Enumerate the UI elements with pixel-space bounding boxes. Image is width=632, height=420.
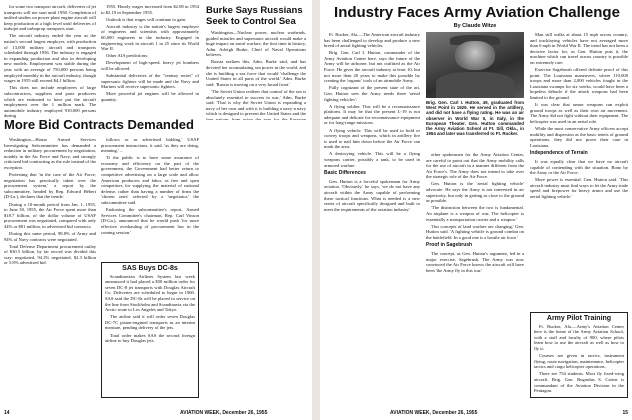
paragraph: There are 754 students. Most fly fixed-wing aircraft. Brig. Gen. Bogardus S. Cairns is commandant of the Aviation Division in the Pentagon. <box>534 371 624 394</box>
paragraph: The airline said it will order seven Douglas DC-7C piston-engined transports as an interim measure, pending delivery of the jets. <box>105 314 195 331</box>
paragraph: Aircraft industry is the nation's largest employer of engineers and scientists with approximately 60,000 engineers in the industry. Engaged in engineering work in aircraft 1 in 25 since its World War II. <box>101 23 199 52</box>
paragraph: 'Our concepts of land warfare are changing,' Gen. Hutton said. 'A fighting vehicle is ground combat on the battlefield. In a good one is a hostile air force.' <box>426 223 524 240</box>
left-col2-top <box>101 4 199 112</box>
left-publication-line: AVIATION WEEK, December 26, 1955 <box>180 410 268 416</box>
left-page-number: 14 <box>4 410 10 416</box>
paragraph: Ft. Rucker, Ala.—Army's Aviation Center here is the home of the Army Aviation School, with a staff and faculty of 900, where pilots learn how to use the aircraft as well as how to fly it. <box>534 323 624 351</box>
paragraph: Brig. Gen. Carl I. Hutton, commander of the Army Aviation Center here, says the future of the Army will be airborne, but not outfitted as the Air Force. He gives the aircraft industry at least 10, but not more than 20 years to make this possible by creating the 'organic' tools of an airmobile Army. <box>324 50 420 84</box>
photo-caption: Brig. Gen. Carl I. Hutton, 49, graduated from West Point in 1929. He served in the artillery, and did not have a flying rating. He was an air observer in World War II, in Italy, in the European Theater. Gen. Hutton commanded the Army Aviation School at Ft. Sill, Okla., in 1954 and later was transferred to Ft. Rucker. <box>426 100 524 137</box>
paragraph: Washington—Nuclear power, nuclear warheads, guided missiles and supersonic aircraft would make a huge impact on naval warfare, the first time in history, Adm. Arleigh Burke, Chief of Naval Operations believes. <box>206 30 306 58</box>
paragraph: 'If the public is to have some assurance of economy and efficiency on the part of the government, the Government had better return to competitive advertising on a large scale and allow American producers and labor, as free and open competitors for supplying the material of national defense, rather than having a number of firms the 'chosen ones' selected by a 'negotiator,' the subcommittee said. <box>101 155 199 206</box>
bullet-paragraph: A destroying vehicle. This will be a flying weapons carrier, possibly a tank, to be used in armored warfare. <box>324 151 420 168</box>
paragraph: Total order makes SAS the second foreign airline to buy Douglas jets. <box>105 332 195 344</box>
paragraph: 1955. Hourly wages increased from $2.08 in 1954 to $2.19 in September 1955. <box>101 4 199 15</box>
paragraph: Russia realizes this, Adm. Burke said, and has devoted her accumulating sea power in the world, and she is building a sea force that would 'challenge the United States in all parts of the world.' Adm. Burke said. 'Russia is moving on a very broad front.' <box>206 59 306 87</box>
paragraph: It was clear that armor weapons can exploit ground troops as well as their own air movement. The Army did not fight without their equipment. The helicopter was used in an aerial role. <box>530 102 628 124</box>
bullet-paragraph: Development of high-speed, heavy jet bombers will be allowed. <box>101 60 199 71</box>
paragraph: A flying soldier. This will be a reconnaissance platform. It may be that the present L-19 is not adequate and delicate for reconnaissance equipment or for long-range missions. <box>324 103 420 126</box>
paragraph: Gen. Hutton is the 'aerial fighting vehicle' advocate. He says the Army is not interested in air superiority, but only in getting as close to the ground as possible. <box>426 181 524 204</box>
paragraph: Other AIA predictions: <box>106 53 149 59</box>
right-col1 <box>324 32 420 398</box>
right-publication-line: AVIATION WEEK, December 26, 1955 <box>390 410 478 416</box>
left-col2-bottom <box>101 137 199 259</box>
main-headline: Industry Faces Army Aviation Challenge <box>334 4 620 21</box>
bullet-paragraph: Substantial deliveries of the "century series" of supersonic fighters will be made and the Navy and Marines will receive supersonic fighters. <box>101 73 199 90</box>
left-col3-top <box>206 30 306 116</box>
paragraph: other spokesmen for the Army Aviation Center, are careful to point out that the Army mobility calls for the use of aircraft in a manner different from the Air Force's. The Army does not intend to take over the strategic role of the Air Force. <box>426 152 524 180</box>
face-shape <box>455 41 494 70</box>
paragraph: 'The distinction between the two is fundamental. An airplane is a weapon of war. The helicopter is essentially a transportation carrier and a weapon.' <box>426 205 524 222</box>
paragraph: More power is essential. Gen. Hutton said. 'This aircraft industry must find ways to let the Army trade speed and firepower for heavy armor and use the aerial fighting vehicle.' <box>530 177 628 200</box>
sas-box <box>101 262 199 398</box>
paragraph: Protesting that 'in the case of the Air Force, negotiation has practically taken over the procurement system,' a report by the subcommittee, headed by Rep. Edward Hébert (D-La.), declares that the trends: <box>4 172 96 200</box>
paragraph: Man still walks at about 15 mph across country, and tracklaying vehicles have not averaged more than 6 mph in World War II. The trend has not been a decisive factor for, as Gen. Hutton puts it, the machine which can travel across country is possible on extremely rare. <box>530 32 628 65</box>
bullet-paragraph: Total Defense Department procurement outlay of $30.5 billion, by far record was divided this way: negotiated, 94.2% negotiated, $2.3 billion or 5.8% advertised bid. <box>4 243 96 266</box>
paragraph: Courses are given in tactics, instrument flying, route navigation, maintenance, helicopter tactics and cargo helicopter operations. <box>534 353 624 370</box>
paragraph: Ft. Rucker, Ala.—The American aircraft industry has been challenged to develop and produce a new breed of aerial fighting vehicles. <box>324 32 420 49</box>
bullet-paragraph: A flying vehicle. This will be used to hold or convey troops and weapons, which in artillery fire is used to nail him down before the Air Force can mark the area. <box>324 127 420 150</box>
paragraph: While the most conservative Army officers accept mobility and dispersion as the basic tenets of ground operations, they did not prove their case in Louisiana. <box>530 126 628 148</box>
bullet-paragraph: More powerful jet engines will be allowed in quantity. <box>101 91 199 102</box>
paragraph: follows or as advertised bidding,' USAF procurement instructions, it said. 'as they are doing, meaning,' ... <box>101 137 199 154</box>
paragraph: Washington—House Armed Services Investigating Subcommittee has demanded a reduction in military procurement by negotiation, notably in the Air Force and Navy, and strongly criticized bid contracting as the rule instead of the exception. <box>4 137 96 170</box>
byline: By Claude Witze <box>453 23 497 29</box>
right-page-number: 15 <box>622 410 628 416</box>
paragraph: The concept, as Gen. Hutton's argument, led in a major exercise, Sagebrush. The Army was now convinced the Air Force knows the aircraft will have been 'the Army fly in this war.' <box>426 251 524 273</box>
subhead-basic-differences: Basic Differences <box>324 170 366 177</box>
paragraph: 'The Soviet Union realizes that control of the sea is absolutely essential to success in war,' Adm. Burke said. 'That is why the Soviet Union is expanding a navy of her own and with it is building a navy-a navy which is designed to prevent the United States and the <box>206 88 306 117</box>
paragraph: Scandinavian Airlines System last week announced it had placed a $50 million order for seven DC-8 jet transports with Douglas Aircraft Co. Deliveries are scheduled to begin in 1960. SAS said the DC-8s will be placed in service on the line from Stockholm and Scandinavia via the Arctic route to Los Angeles and Tokyo. <box>105 273 195 313</box>
paragraph: Gen. Hutton is a forceful spokesman for Army aviation. 'Obviously,' he says, 'we do not have any aircraft within the Army capable of performing these tactical functions. What is needed is a new series of aircraft specifically designed and built to meet the requirements of the aviation industry.' <box>324 178 420 212</box>
paragraph: Fully cognizant of the present state of the art, Gen. Hutton sees the Army needs three 'aerial fighting vehicles': <box>324 85 420 102</box>
pilot-training-title: Army Pilot Training <box>546 315 612 322</box>
right-page <box>320 0 632 420</box>
section-headline: More Bid Contracts Demanded <box>4 117 194 132</box>
bullet-paragraph: During a 10-month period from Jan. 1, 1955, to June 30, 1955, the Air Force spent more than $18.7 billion, of the dollar volume of USAF procurement was negotiated, compared with only 44% or $81 million, in advertised bid contracts. <box>4 201 96 229</box>
paragraph: It was equally clear that we have no aircraft capable of contending with the situation. Bono by the Army or the Air Force. <box>530 158 628 176</box>
bullet-paragraph: During this same period, 98.8% of Army and 94% of Navy contracts were negotiated. <box>4 231 96 242</box>
burke-headline: Burke Says Russians Seek to Control Sea <box>206 5 303 27</box>
coat-shape <box>436 72 514 98</box>
paragraph: This does not include employees of large subcontractors, suppliers and parts producers which are estimated to have put the aircraft employment over the 1 million mark. The automobile industry employed 910,000 persons during <box>4 85 96 119</box>
paragraph: Endorsing the subcommittee's report, Armed Services Committee's chairman, Rep. Carl Vinson (D-Ga.), announced that he would push 'for more effective overhauling of procurement law in the coming session.' <box>101 207 199 235</box>
left-col1-bottom <box>4 137 96 399</box>
left-page <box>0 0 312 420</box>
paragraph: Exercise Sagebrush offered definite proof of this point. The Louisiana maneuvers, where 110,000 troops and more than 2,000 vehicles fought in the Louisiana swamps for six weeks, would have been a hopeless debacle if the attack weapons had been limited to the ground. <box>530 67 628 101</box>
left-col3-bottom <box>206 120 306 398</box>
right-col2 <box>426 152 524 398</box>
page-gutter <box>312 0 320 420</box>
paragraph: for some two transport aircraft, deliveries of jet transports will not start until 1958. Completion of unified studies on power plant engine aircraft will keep production at a high level until deliveries of turbojet and turboprop transports start. <box>4 4 96 32</box>
right-col3 <box>530 32 628 308</box>
left-col1-top <box>4 4 96 119</box>
sas-box-title: SAS Buys DC-8s <box>122 265 178 272</box>
subhead-proof-in-sagebrush: Proof in Sagebrush <box>426 242 473 249</box>
hutton-portrait-photo <box>426 32 524 98</box>
paragraph: The aircraft industry ended the year as the nation's second largest employer, with production of 13,000 military aircraft and transports scheduled through 1956. The industry is engaged in expanding production and also in developing new models. Employment was stable during the year with an average of 750,000 persons being employed monthly in the aircraft industry, though wages in 1955 still exceed $4.1 billion. <box>4 33 96 84</box>
paragraph: Outlook is that wages will continue to gain. <box>106 16 187 22</box>
subhead-independence-of-terrain: Independence of Terrain <box>530 150 588 157</box>
pilot-training-box <box>530 312 628 398</box>
